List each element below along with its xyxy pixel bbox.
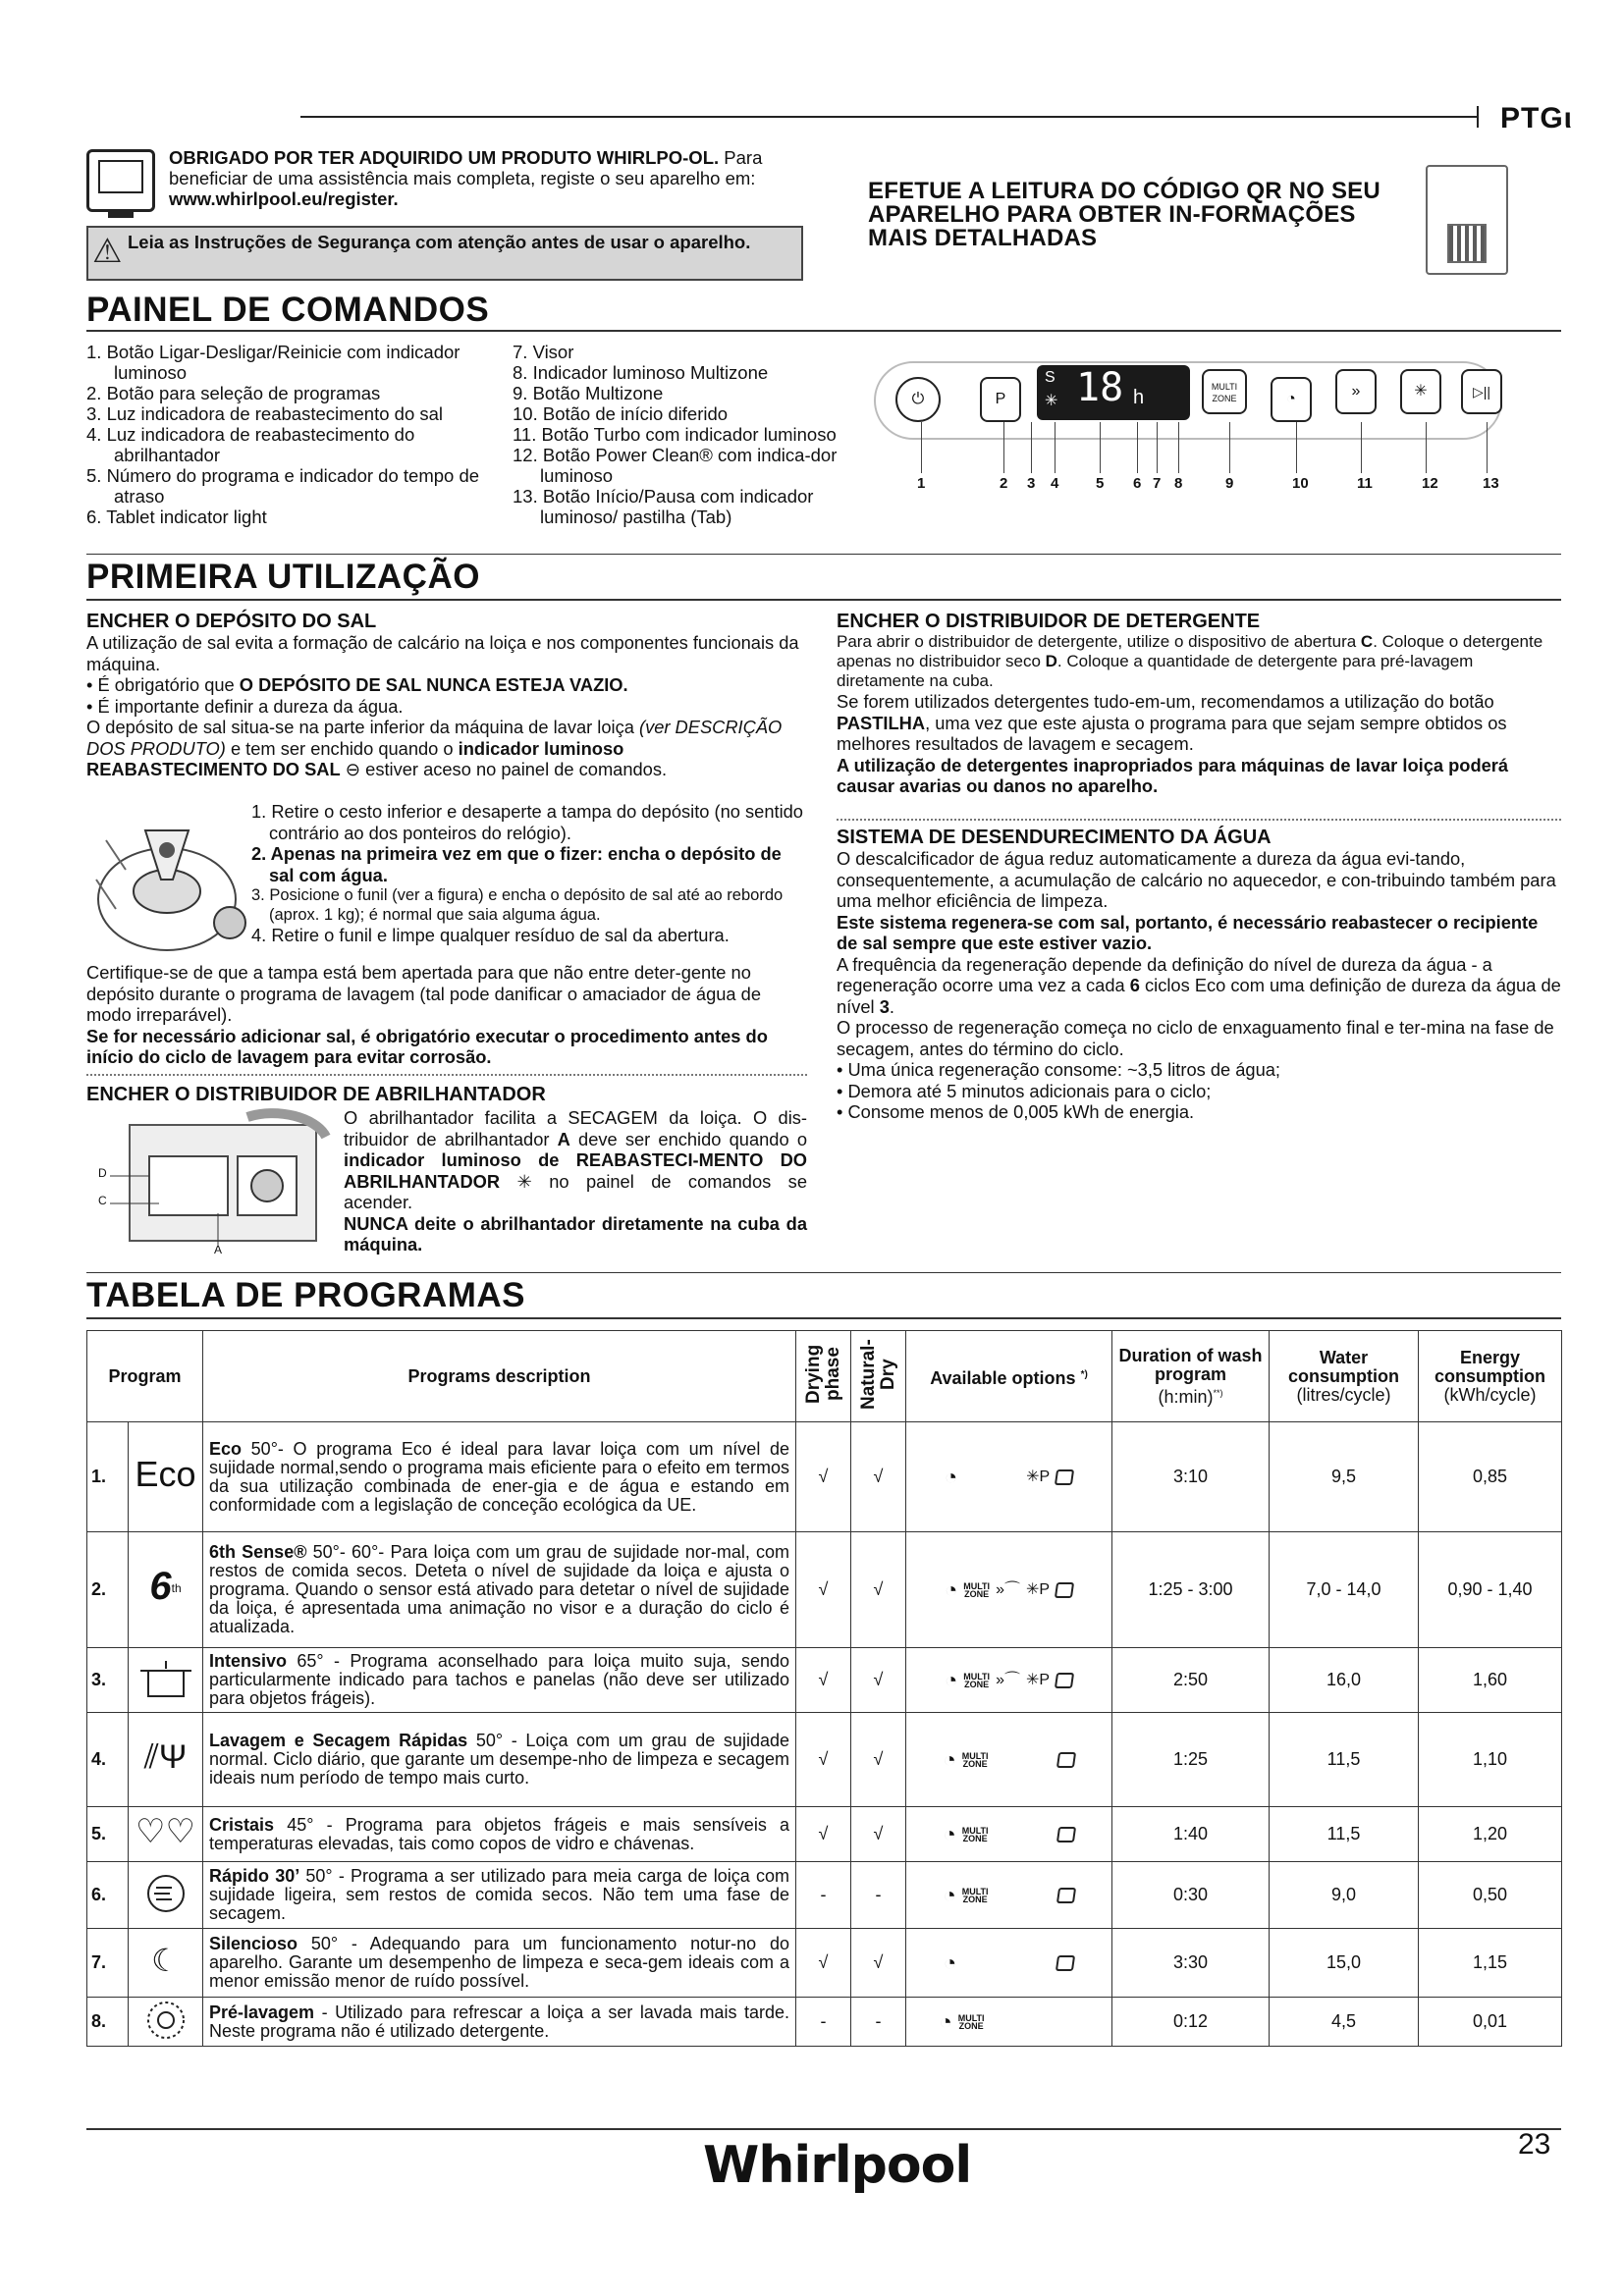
salt-icon: ⊖ <box>340 759 361 779</box>
panel-number: 10 <box>1292 475 1309 492</box>
panel-leader-line <box>1100 422 1101 473</box>
panel-number: 6 <box>1133 475 1142 492</box>
bullet-text: • É obrigatório que <box>86 674 240 695</box>
power-clean-icon: ✳P <box>1025 1581 1051 1599</box>
detergent-section <box>837 611 1561 797</box>
program-icon <box>129 1648 203 1713</box>
table-row <box>87 1998 1562 2047</box>
rinse-aid-figure <box>90 1107 334 1255</box>
available-options <box>906 1807 1112 1862</box>
header-duration-note: **) <box>1213 1387 1223 1398</box>
header-options-label: Available options <box>930 1367 1076 1388</box>
step-item: 4. Retire o funil e limpe qualquer resíduo de sal da abertura. <box>251 925 730 945</box>
qr-code-icon <box>1447 224 1487 263</box>
delay-icon: ◔ <box>943 1950 957 1976</box>
energy-consumption: 0,50 <box>1419 1862 1562 1929</box>
whirlpool-logo: Whirlpool <box>703 2136 972 2195</box>
available-options <box>906 1929 1112 1998</box>
program-number: 2. <box>87 1532 129 1648</box>
label-d: D <box>98 1166 107 1180</box>
energy-consumption: 1,20 <box>1419 1807 1562 1862</box>
text: O depósito de sal situa-se na parte inferior da máquina de lavar loiça <box>86 717 639 737</box>
duration: 3:10 <box>1112 1422 1270 1532</box>
rinse-aid-icon: ✳ <box>500 1170 532 1192</box>
available-options <box>906 1862 1112 1929</box>
tablet-icon <box>1056 1752 1075 1768</box>
natural-dry: √ <box>851 1422 906 1532</box>
salt-bullet-1 <box>86 674 807 696</box>
list-item: 12. Botão Power Clean® com indica-dor luminoso <box>513 445 838 486</box>
list-item: 8. Indicador luminoso Multizone <box>513 362 769 383</box>
delay-icon: ◔ <box>943 1822 956 1847</box>
table-row <box>87 1862 1562 1929</box>
duration: 0:12 <box>1112 1998 1270 2047</box>
energy-consumption: 0,90 - 1,40 <box>1419 1532 1562 1648</box>
water-consumption: 11,5 <box>1270 1807 1419 1862</box>
detergent-p1 <box>837 632 1561 691</box>
salt-notes <box>86 962 807 1068</box>
softener-p3 <box>837 954 1561 1018</box>
drying-phase: √ <box>796 1713 851 1807</box>
header-water-label: Water consumption <box>1288 1347 1399 1386</box>
text: O abrilhantador facilita a SECAGEM da loiça. O dis-tribuidor de abrilhantador <box>344 1107 807 1149</box>
panel-leader-line <box>1487 422 1488 473</box>
water-consumption: 9,0 <box>1270 1862 1419 1929</box>
delay-icon: ◔ <box>944 1465 958 1490</box>
natural-dry: - <box>851 1998 906 2047</box>
panel-number: 1 <box>917 475 926 492</box>
drying-phase: √ <box>796 1648 851 1713</box>
detergent-p2 <box>837 691 1561 755</box>
duration: 2:50 <box>1112 1648 1270 1713</box>
program-text: 50°- O programa Eco é ideal para lavar loiça com um nível de sujidade normal,sendo o programa mais eficiente para o efeito em termos da sua utilização combinada de ener-gia e de água e estando em conformidade com a legislação de conceção ecológica da UE. <box>209 1438 789 1515</box>
list-item: 1. Botão Ligar-Desligar/Reinicie com indicador luminoso <box>86 342 460 383</box>
text-italic: (ver DESCRIÇÃO DOS PRODUTO) <box>86 717 783 759</box>
energy-consumption: 0,01 <box>1419 1998 1562 2047</box>
multizone-icon: MULTI ZONE <box>961 1886 989 1904</box>
header-energy <box>1419 1331 1562 1422</box>
table-row <box>87 1713 1562 1807</box>
section-rule <box>86 330 1561 332</box>
text: Se forem utilizados detergentes tudo-em-um, recomendamos a utilização do botão <box>837 691 1494 712</box>
available-options <box>906 1998 1112 2047</box>
step-item: 3. Posicione o funil (ver a figura) e encha o depósito de sal até ao rebordo (aprox. 1 kg); é normal que saia alguma água. <box>251 886 784 924</box>
text: no painel de comandos se acender. <box>344 1170 807 1212</box>
section-rule <box>86 1317 1561 1319</box>
program-text: 50° - Loiça com um grau de sujidade normal. Ciclo diário, que garante um desempe-nho de limpeza e secagem ideais num período de tempo mais curto. <box>209 1731 789 1788</box>
program-icon: ☾ <box>129 1929 203 1998</box>
list-item: 2. Botão para seleção de programas <box>86 383 381 403</box>
footer-rule <box>86 2128 1561 2130</box>
panel-leader-line <box>921 422 922 473</box>
text-bold: indicador luminoso de REABASTECI-MENTO DO ABRILHANTADOR <box>344 1149 807 1192</box>
header-drying-label: Drying phase <box>802 1344 843 1405</box>
available-options <box>906 1713 1112 1807</box>
program-number: 5. <box>87 1807 129 1862</box>
energy-consumption: 1,60 <box>1419 1648 1562 1713</box>
table-row <box>87 1807 1562 1862</box>
label-c: C <box>98 1194 107 1207</box>
salt-indicator-icon: S <box>1045 369 1056 386</box>
program-text: 45° - Programa para objetos frágeis e mais sensíveis a temperaturas elevadas, tais como copos de vidro e chávenas. <box>209 1814 789 1853</box>
text: estiver aceso no painel de comandos. <box>360 759 668 779</box>
program-description <box>203 1807 796 1862</box>
panel-leader-line <box>1361 422 1362 473</box>
delay-icon: ◔ <box>944 1668 958 1693</box>
list-item: • Consome menos de 0,005 kWh de energia. <box>837 1101 1195 1122</box>
program-icon: 6th <box>129 1532 203 1648</box>
header-duration-unit: (h:min) <box>1158 1386 1214 1407</box>
panel-leader-line <box>1031 422 1032 473</box>
delay-icon: ◔ <box>943 1883 956 1908</box>
panel-leader-line <box>1229 422 1230 473</box>
text-bold: C <box>1360 632 1374 651</box>
tablet-icon <box>1055 1582 1074 1598</box>
register-url[interactable]: www.whirlpool.eu/register. <box>169 188 399 209</box>
natural-dry: √ <box>851 1713 906 1807</box>
program-number: 1. <box>87 1422 129 1532</box>
panel-number: 12 <box>1422 475 1438 492</box>
salt-bullet-2: • É importante definir a dureza da água. <box>86 695 404 717</box>
text: deve ser enchido quando o <box>569 1128 807 1149</box>
salt-note: Certifique-se de que a tampa está bem apertada para que não entre deter-gente no depósito durante o programa de lavagem (tal pode danificar o amaciador de água de modo irreparável). <box>86 962 762 1025</box>
duration: 0:30 <box>1112 1862 1270 1929</box>
display-digits: 18 <box>1076 365 1124 410</box>
text-bold: A <box>557 1128 570 1149</box>
panel-leader-line <box>1426 422 1427 473</box>
list-item: 9. Botão Multizone <box>513 383 664 403</box>
control-panel-list-1 <box>86 342 499 527</box>
program-description <box>203 1532 796 1648</box>
multizone-icon: MULTI ZONE <box>961 1825 989 1843</box>
warning-triangle-icon: ⚠ <box>92 233 123 270</box>
program-number: 7. <box>87 1929 129 1998</box>
safety-warning-text: Leia as Instruções de Segurança com atenção antes de usar o aparelho. <box>128 232 751 252</box>
delay-icon: ◔ <box>943 1747 956 1773</box>
header-rule <box>300 116 1479 118</box>
list-item: 6. Tablet indicator light <box>86 507 267 527</box>
text: ciclos Eco com uma definição de dureza da água de nível <box>837 975 1561 1017</box>
duration: 1:25 <box>1112 1713 1270 1807</box>
panel-leader-line <box>1055 422 1056 473</box>
water-consumption: 16,0 <box>1270 1648 1419 1713</box>
energy-consumption: 1,15 <box>1419 1929 1562 1998</box>
program-name: Pré-lavagem <box>209 2002 315 2022</box>
program-description <box>203 1648 796 1713</box>
program-icon: ♡♡ <box>129 1807 203 1862</box>
header-water-unit: (litres/cycle) <box>1296 1384 1391 1405</box>
natural-dry: √ <box>851 1532 906 1648</box>
tablet-icon <box>1055 1469 1074 1485</box>
qr-instruction: EFETUE A LEITURA DO CÓDIGO QR NO SEU APARELHO PARA OBTER IN-FORMAÇÕES MAIS DETALHADAS <box>868 178 1380 251</box>
available-options <box>906 1422 1112 1532</box>
list-item: 3. Luz indicadora de reabastecimento do sal <box>86 403 444 424</box>
tablet-icon <box>1056 1827 1075 1842</box>
rinse-aid-indicator-icon: ✳ <box>1045 393 1058 409</box>
text-bold: D <box>1045 652 1057 670</box>
header-duration-label: Duration of wash program <box>1118 1345 1263 1384</box>
natural-dry: √ <box>851 1929 906 1998</box>
header-description: Programs description <box>203 1331 796 1422</box>
delay-icon: ◔ <box>944 1577 958 1603</box>
water-consumption: 15,0 <box>1270 1929 1419 1998</box>
panel-leader-line <box>1296 422 1297 473</box>
panel-number: 3 <box>1027 475 1036 492</box>
table-row <box>87 1422 1562 1532</box>
program-icon <box>129 1998 203 2047</box>
salt-location <box>86 717 807 780</box>
step-item: 1. Retire o cesto inferior e desaperte a tampa do depósito (no sentido contrário ao dos ponteiros do relógio). <box>251 801 803 843</box>
program-name: Rápido 30’ <box>209 1866 300 1886</box>
turbo-icon: »⌒ <box>996 1581 1020 1599</box>
list-item: 7. Visor <box>513 342 574 362</box>
dotted-separator <box>86 1074 807 1076</box>
table-row <box>87 1648 1562 1713</box>
program-description <box>203 1713 796 1807</box>
panel-leader-line <box>1157 422 1158 473</box>
program-text: - Utilizado para refrescar a loiça a ser lavada mais tarde. Neste programa não é utilizado detergente. <box>209 2002 789 2041</box>
water-consumption: 4,5 <box>1270 1998 1419 2047</box>
program-description <box>203 1422 796 1532</box>
program-text: 65° - Programa aconselhado para loiça muito suja, sendo particularmente indicado para tachos e panelas (não deve ser utilizado para objetos frágeis). <box>209 1651 789 1708</box>
text: . Coloque o detergente apenas no distribuidor seco <box>837 632 1543 670</box>
salt-fill-figure <box>86 801 253 966</box>
monitor-stand-icon <box>108 212 134 218</box>
power-clean-icon: ✳P <box>1025 1672 1051 1689</box>
delay-button-icon: ◔ <box>1271 377 1312 422</box>
program-text: 50° - Programa a ser utilizado para meia carga de loiça com sujidade ligeira, sem restos de comida secos. Não tem uma fase de secagem. <box>209 1866 789 1923</box>
tablet-icon <box>1056 1955 1075 1971</box>
natural-dry: √ <box>851 1648 906 1713</box>
header-options <box>906 1331 1112 1422</box>
header-natural-label: Natural-Dry <box>857 1339 898 1410</box>
detergent-title: ENCHER O DISTRIBUIDOR DE DETERGENTE <box>837 611 1261 632</box>
multizone-icon: MULTI ZONE <box>963 1580 991 1599</box>
list-item: 5. Número do programa e indicador do tempo de atraso <box>86 465 480 507</box>
multizone-icon: MULTI ZONE <box>963 1671 991 1689</box>
text: . <box>889 995 894 1017</box>
text-bold: PASTILHA <box>837 712 926 733</box>
text-bold: 6 <box>1129 975 1140 995</box>
program-description <box>203 1998 796 2047</box>
program-number: 4. <box>87 1713 129 1807</box>
rinse-text <box>344 1107 807 1255</box>
program-name: Silencioso <box>209 1934 298 1953</box>
text: A frequência da regeneração depende da definição do nível de dureza da água - a regeneração ocorre uma vez a cada <box>837 953 1492 995</box>
turbo-icon: »⌒ <box>996 1672 1020 1689</box>
duration: 1:40 <box>1112 1807 1270 1862</box>
salt-steps <box>251 801 807 946</box>
program-description <box>203 1929 796 1998</box>
table-header-row <box>87 1331 1562 1422</box>
multizone-icon: MULTI ZONE <box>957 2012 985 2031</box>
list-item: • Demora até 5 minutos adicionais para o ciclo; <box>837 1080 1212 1101</box>
delay-icon: ◔ <box>939 2009 952 2035</box>
drying-phase: - <box>796 1862 851 1929</box>
panel-number: 7 <box>1153 475 1162 492</box>
header-rule-tick <box>1477 106 1479 128</box>
program-name: Intensivo <box>209 1651 288 1671</box>
dotted-separator <box>837 819 1561 821</box>
monitor-screen-icon <box>98 160 143 193</box>
program-name: Eco <box>209 1438 243 1459</box>
softener-title: SISTEMA DE DESENDURECIMENTO DA ÁGUA <box>837 827 1272 848</box>
list-item: 13. Botão Início/Pausa com indicador luminoso/ pastilha (Tab) <box>513 486 814 527</box>
text: e tem ser enchido quando o <box>225 737 459 759</box>
program-number: 3. <box>87 1648 129 1713</box>
softener-bullets <box>837 1059 1561 1123</box>
rinse-title: ENCHER O DISTRIBUIDOR DE ABRILHANTADOR <box>86 1084 546 1105</box>
text: Para abrir o distribuidor de detergente, utilize o dispositivo de abertura <box>837 632 1361 651</box>
language-code: PTGι <box>1500 102 1574 134</box>
panel-number: 5 <box>1096 475 1105 492</box>
section-title-control-panel: PAINEL DE COMANDOS <box>86 291 490 329</box>
softener-p2: Este sistema regenera-se com sal, portanto, é necessário reabastecer o recipiente de sal sempre que este estiver vazio. <box>837 911 1539 953</box>
program-name: 6th Sense® <box>209 1542 307 1562</box>
header-water <box>1270 1331 1419 1422</box>
section-rule <box>86 1272 1561 1273</box>
thanks-heading: OBRIGADO POR TER ADQUIRIDO UM PRODUTO WHIRLPO-OL. <box>169 147 720 168</box>
header-options-note: *) <box>1080 1368 1088 1380</box>
program-number: 8. <box>87 1998 129 2047</box>
program-text: 50° - Adequando para um funcionamento notur-no do aparelho. Garante um desempenho de limpeza e seca-gem ideais com a menor emissão menor de ruído possível. <box>209 1934 789 1991</box>
softener-p1: O descalcificador de água reduz automaticamente a dureza da água evi-tando, consequentemente, a acumulação de calcário no aquecedor, e con-tribuindo também para uma melhor eficiência de limpeza. <box>837 848 1556 911</box>
turbo-button-icon: » <box>1335 369 1377 414</box>
available-options <box>906 1648 1112 1713</box>
program-number: 6. <box>87 1862 129 1929</box>
thanks-text: Para beneficiar de uma assistência mais completa, registe o seu aparelho em: <box>169 147 763 188</box>
available-options <box>906 1532 1112 1648</box>
program-button: P <box>980 377 1021 422</box>
text: , uma vez que este ajusta o programa para que sejam sempre obtidos os melhores resultados de lavagem e secagem. <box>837 712 1507 754</box>
header-energy-label: Energy consumption <box>1435 1347 1545 1386</box>
section-rule <box>86 554 1561 555</box>
panel-number: 11 <box>1357 475 1373 492</box>
rinse-warning: NUNCA deite o abrilhantador diretamente na cuba da máquina. <box>344 1212 807 1255</box>
drying-phase: √ <box>796 1929 851 1998</box>
salt-corrosion-note: Se for necessário adicionar sal, é obrigatório executar o procedimento antes do início do ciclo de lavagem para evitar corrosão. <box>86 1025 768 1067</box>
natural-dry: √ <box>851 1807 906 1862</box>
step-item: 2. Apenas na primeira vez em que o fizer: encha o depósito de sal com água. <box>251 843 782 885</box>
water-consumption: 9,5 <box>1270 1422 1419 1532</box>
section-title-first-use: PRIMEIRA UTILIZAÇÃO <box>86 558 480 596</box>
header-natural-dry <box>851 1331 906 1422</box>
salt-intro: A utilização de sal evita a formação de calcário na loiça e nos componentes funcionais da máquina. <box>86 632 799 674</box>
table-row <box>87 1532 1562 1648</box>
natural-dry: - <box>851 1862 906 1929</box>
section-rule <box>86 599 1561 601</box>
panel-leader-line <box>1178 422 1179 473</box>
list-item: 4. Luz indicadora de reabastecimento do abrilhantador <box>86 424 415 465</box>
panel-leader-line <box>1137 422 1138 473</box>
panel-leader-line <box>1003 422 1004 473</box>
tablet-icon <box>1056 1888 1075 1903</box>
energy-consumption: 1,10 <box>1419 1713 1562 1807</box>
duration: 1:25 - 3:00 <box>1112 1532 1270 1648</box>
label-a: A <box>214 1243 223 1256</box>
multizone-icon: MULTI ZONE <box>961 1750 989 1769</box>
program-icon: ⫽Ψ <box>129 1713 203 1807</box>
panel-number: 9 <box>1225 475 1234 492</box>
header-duration <box>1112 1331 1270 1422</box>
program-table <box>86 1330 1562 2047</box>
power-clean-icon: ✳P <box>1026 1468 1051 1486</box>
section-title-program-table: TABELA DE PROGRAMAS <box>86 1276 525 1314</box>
energy-consumption: 0,85 <box>1419 1422 1562 1532</box>
program-name: Lavagem e Secagem Rápidas <box>209 1731 468 1750</box>
program-icon: Eco <box>129 1422 203 1532</box>
bullet-bold: O DEPÓSITO DE SAL NUNCA ESTEJA VAZIO. <box>239 674 628 695</box>
list-item: 11. Botão Turbo com indicador luminoso <box>513 424 837 445</box>
list-item: 10. Botão de início diferido <box>513 403 729 424</box>
text-bold: 3 <box>879 995 890 1017</box>
header-program: Program <box>87 1331 203 1422</box>
program-name: Cristais <box>209 1814 275 1835</box>
display-hour-mark: h <box>1133 387 1145 408</box>
drying-phase: √ <box>796 1532 851 1648</box>
drying-phase: - <box>796 1998 851 2047</box>
program-description <box>203 1862 796 1929</box>
program-icon <box>129 1862 203 1929</box>
panel-number: 4 <box>1051 475 1059 492</box>
table-row <box>87 1929 1562 1998</box>
water-consumption: 7,0 - 14,0 <box>1270 1532 1419 1648</box>
power-button-icon: ⏻ <box>895 377 941 422</box>
tablet-icon <box>1055 1673 1074 1688</box>
start-pause-button: ▷|| <box>1461 369 1502 414</box>
duration: 3:30 <box>1112 1929 1270 1998</box>
header-drying <box>796 1331 851 1422</box>
detergent-warning: A utilização de detergentes inapropriados para máquinas de lavar loiça poderá causar avarias ou danos no aparelho. <box>837 754 1509 796</box>
list-item: • Uma única regeneração consome: ~3,5 litros de água; <box>837 1059 1281 1080</box>
page-number: 23 <box>1518 2128 1551 2161</box>
water-consumption: 11,5 <box>1270 1713 1419 1807</box>
program-text: 50°- 60°- Para loiça com um grau de sujidade nor-mal, com restos de comida secos. Deteta o nível de sujidade da loiça e ajusta o programa. Quando o sensor está ativado para detetar o nível de sujidade da loiça, é apresentada uma animação no visor e a duração do ciclo é atualizada. <box>209 1542 790 1636</box>
drying-phase: √ <box>796 1422 851 1532</box>
panel-number: 2 <box>1000 475 1008 492</box>
panel-number: 13 <box>1483 475 1499 492</box>
registration-note <box>169 147 797 209</box>
multizone-button: MULTI ZONE <box>1202 369 1247 414</box>
text-bold: indicador luminoso REABASTECIMENTO DO SAL <box>86 737 624 779</box>
power-clean-button-icon: ✳ <box>1400 369 1441 414</box>
softener-p4: O processo de regeneração começa no ciclo de enxaguamento final e ter-mina na fase de secagem, antes do término do ciclo. <box>837 1017 1554 1059</box>
panel-number: 8 <box>1174 475 1183 492</box>
text: . Coloque a quantidade de detergente para pré-lavagem diretamente na cuba. <box>837 652 1474 690</box>
salt-title: ENCHER O DEPÓSITO DO SAL <box>86 611 377 632</box>
softener-section <box>837 827 1561 1123</box>
header-energy-unit: (kWh/cycle) <box>1443 1384 1537 1405</box>
salt-section <box>86 611 807 780</box>
control-panel-list-2 <box>513 342 886 527</box>
drying-phase: √ <box>796 1807 851 1862</box>
